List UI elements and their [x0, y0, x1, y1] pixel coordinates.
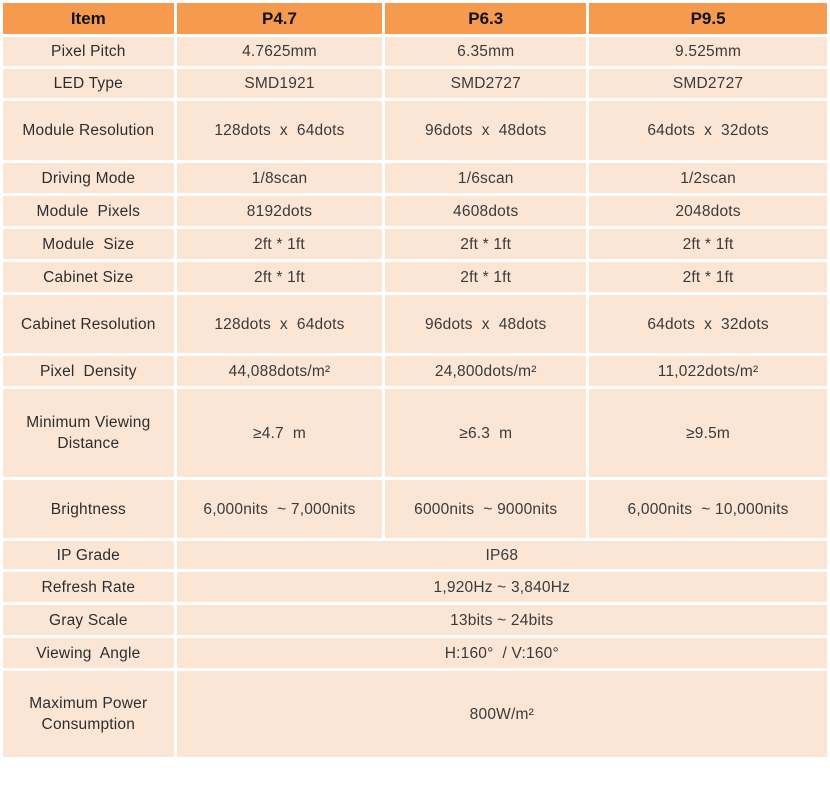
- cell: 8192dots: [177, 196, 383, 226]
- cell: SMD1921: [177, 69, 383, 98]
- table-row: [3, 229, 827, 259]
- cell: 24,800dots/m²: [385, 356, 586, 386]
- row-label: Maximum Power Consumption: [3, 671, 174, 757]
- cell: 1/8scan: [177, 163, 383, 193]
- row-label: Viewing Angle: [3, 638, 174, 668]
- merged-cell: 13bits ~ 24bits: [177, 605, 827, 635]
- row-label: Gray Scale: [3, 605, 174, 635]
- table-row: [3, 480, 827, 538]
- cell: 2ft * 1ft: [177, 229, 383, 259]
- table-row: [3, 196, 827, 226]
- cell: 11,022dots/m²: [589, 356, 827, 386]
- header-row: [3, 3, 827, 34]
- row-label: Cabinet Size: [3, 262, 174, 292]
- row-label: Pixel Density: [3, 356, 174, 386]
- row-label: Module Size: [3, 229, 174, 259]
- merged-cell: H:160° / V:160°: [177, 638, 827, 668]
- table-row: [3, 356, 827, 386]
- table-row: [3, 295, 827, 353]
- merged-cell: 800W/m²: [177, 671, 827, 757]
- cell: SMD2727: [589, 69, 827, 98]
- cell: ≥6.3 m: [385, 389, 586, 477]
- cell: 64dots x 32dots: [589, 295, 827, 353]
- cell: 128dots x 64dots: [177, 101, 383, 160]
- merged-cell: IP68: [177, 541, 827, 569]
- cell: 96dots x 48dots: [385, 101, 586, 160]
- cell: 9.525mm: [589, 37, 827, 66]
- cell: SMD2727: [385, 69, 586, 98]
- cell: 4608dots: [385, 196, 586, 226]
- row-label: Module Resolution: [3, 101, 174, 160]
- cell: 4.7625mm: [177, 37, 383, 66]
- table-row: [3, 541, 827, 569]
- cell: 6000nits ~ 9000nits: [385, 480, 586, 538]
- row-label: Cabinet Resolution: [3, 295, 174, 353]
- cell: ≥9.5m: [589, 389, 827, 477]
- cell: 96dots x 48dots: [385, 295, 586, 353]
- cell: 1/2scan: [589, 163, 827, 193]
- cell: 2ft * 1ft: [589, 262, 827, 292]
- table-row: [3, 671, 827, 757]
- header-p6-3: P6.3: [385, 3, 586, 34]
- cell: 2ft * 1ft: [385, 262, 586, 292]
- row-label: IP Grade: [3, 541, 174, 569]
- table-row: [3, 389, 827, 477]
- cell: 6.35mm: [385, 37, 586, 66]
- cell: 2ft * 1ft: [177, 262, 383, 292]
- cell: 64dots x 32dots: [589, 101, 827, 160]
- header-p4-7: P4.7: [177, 3, 383, 34]
- table-row: [3, 163, 827, 193]
- row-label: Pixel Pitch: [3, 37, 174, 66]
- table-row: [3, 262, 827, 292]
- row-label: Brightness: [3, 480, 174, 538]
- row-label: Driving Mode: [3, 163, 174, 193]
- table-row: [3, 69, 827, 98]
- table-row: [3, 37, 827, 66]
- header-p9-5: P9.5: [589, 3, 827, 34]
- cell: 44,088dots/m²: [177, 356, 383, 386]
- table-row: [3, 572, 827, 602]
- cell: 1/6scan: [385, 163, 586, 193]
- header-item: Item: [3, 3, 174, 34]
- table-row: [3, 101, 827, 160]
- row-label: LED Type: [3, 69, 174, 98]
- cell: 6,000nits ~ 7,000nits: [177, 480, 383, 538]
- cell: 2ft * 1ft: [385, 229, 586, 259]
- row-label: Refresh Rate: [3, 572, 174, 602]
- row-label: Minimum Viewing Distance: [3, 389, 174, 477]
- row-label: Module Pixels: [3, 196, 174, 226]
- table-row: [3, 638, 827, 668]
- table-row: [3, 605, 827, 635]
- cell: 2ft * 1ft: [589, 229, 827, 259]
- cell: ≥4.7 m: [177, 389, 383, 477]
- cell: 6,000nits ~ 10,000nits: [589, 480, 827, 538]
- cell: 128dots x 64dots: [177, 295, 383, 353]
- cell: 2048dots: [589, 196, 827, 226]
- merged-cell: 1,920Hz ~ 3,840Hz: [177, 572, 827, 602]
